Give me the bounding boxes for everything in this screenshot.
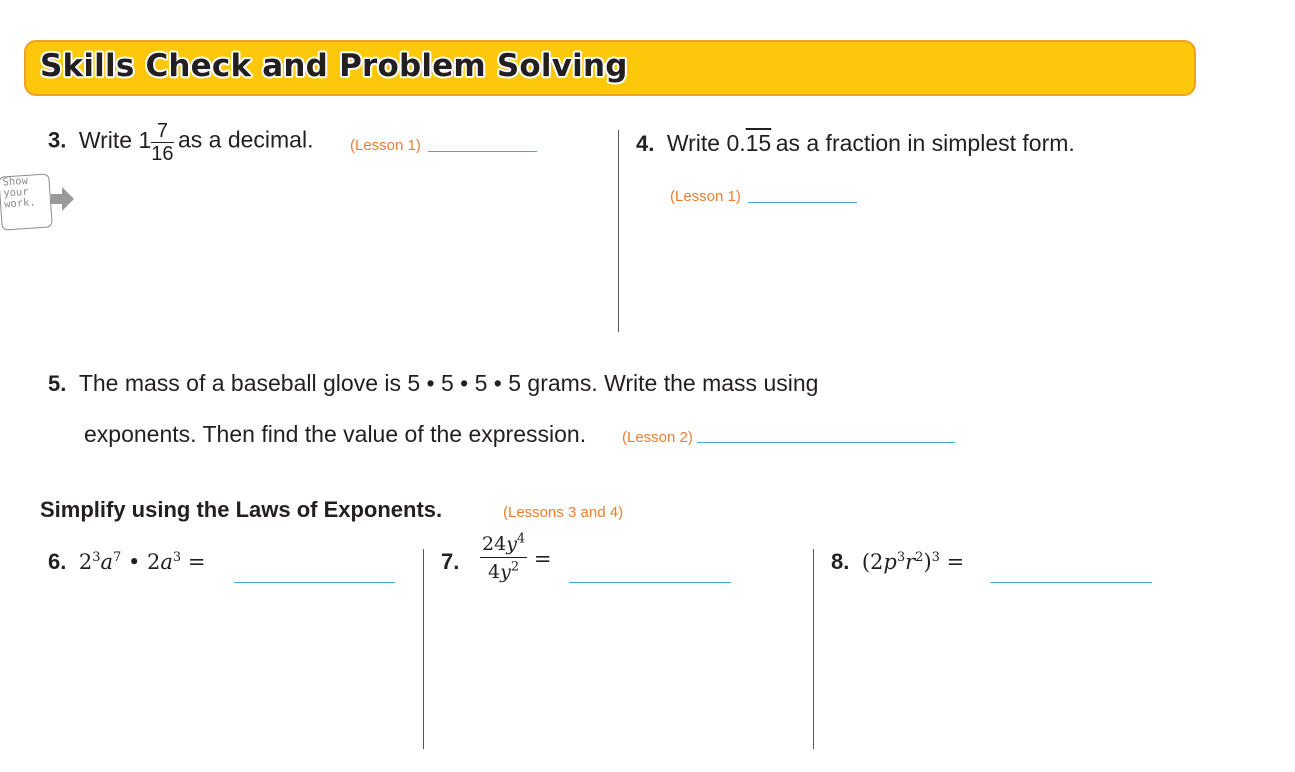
repeating-digits: 15 [745,130,772,156]
fraction-denominator [480,558,527,586]
exponent: 3 [931,550,940,565]
exponent: 2 [915,550,924,565]
fraction-numerator [480,532,527,558]
coefficient: 24 [482,533,507,555]
problem-text: Write 1 [78,126,152,153]
exponent: 3 [92,550,101,565]
arrow-right-icon [51,186,75,212]
equals: = [181,550,206,574]
divider [618,130,619,332]
variable: r [905,550,916,574]
problem-number: 6. [48,549,67,574]
lesson-ref: (Lesson 2) [622,429,693,446]
banner-title: Skills Check and Problem Solving [40,48,628,84]
problem-4 [636,130,1075,157]
problem-number: 7. [441,549,460,574]
lesson-ref: (Lesson 1) [670,188,741,205]
section-banner [24,40,1196,96]
answer-blank-6[interactable] [234,582,395,583]
divider [423,549,424,749]
exponent: 2 [510,559,520,575]
decimal-prefix: Write 0. [666,130,746,156]
fraction-expression [480,532,552,586]
expression [862,550,964,574]
problem-7 [441,549,459,575]
term: ) [923,550,932,574]
problem-8 [831,549,964,575]
problem-text [667,130,771,156]
answer-blank-3[interactable] [428,151,537,152]
problem-number: 3. [48,127,67,153]
equals: = [939,550,965,574]
answer-blank-5[interactable] [697,442,955,443]
problem-text-line-1: The mass of a baseball glove is 5 • 5 • 5 • 5 grams. Write the mass using [78,370,819,396]
lesson-ref: (Lesson 1) [350,137,421,154]
equals: = [533,547,552,571]
problem-number: 8. [831,549,850,574]
variable: y [500,561,511,583]
variable: p [883,550,897,574]
fraction-numerator: 7 [151,120,173,143]
divider [813,549,814,749]
problem-3 [48,121,313,166]
term: • 2 [121,550,161,574]
answer-blank-4[interactable] [748,202,857,203]
variable: a [100,550,113,574]
answer-blank-8[interactable] [990,582,1152,583]
problem-text-line-2: exponents. Then find the value of the expression. [84,421,587,447]
exponent: 3 [172,550,182,565]
fraction [480,532,527,586]
fraction-denominator: 16 [151,143,174,165]
mixed-fraction [151,120,173,165]
problem-number: 5. [48,371,67,396]
show-your-work-note [0,173,53,230]
show-work-line-1: Show [2,174,29,189]
expression [79,550,206,574]
section-heading: Simplify using the Laws of Exponents. [40,497,443,522]
coefficient: 4 [488,561,501,583]
variable: y [506,533,517,555]
show-work-line-2: your [2,185,30,200]
problem-6 [48,549,205,575]
base: 2 [78,550,93,574]
exponent: 4 [516,531,526,547]
term: (2 [861,550,884,574]
show-work-line-3: work. [3,196,37,211]
problem-text-end: as a fraction in simplest form. [775,130,1075,156]
lesson-ref: (Lessons 3 and 4) [503,504,624,521]
problem-text-end: as a decimal. [177,126,314,153]
variable: a [160,550,173,574]
problem-number: 4. [636,131,655,156]
exponent: 7 [113,550,122,565]
problem-5 [48,370,818,397]
answer-blank-7[interactable] [569,582,731,583]
exponent: 3 [896,550,906,565]
